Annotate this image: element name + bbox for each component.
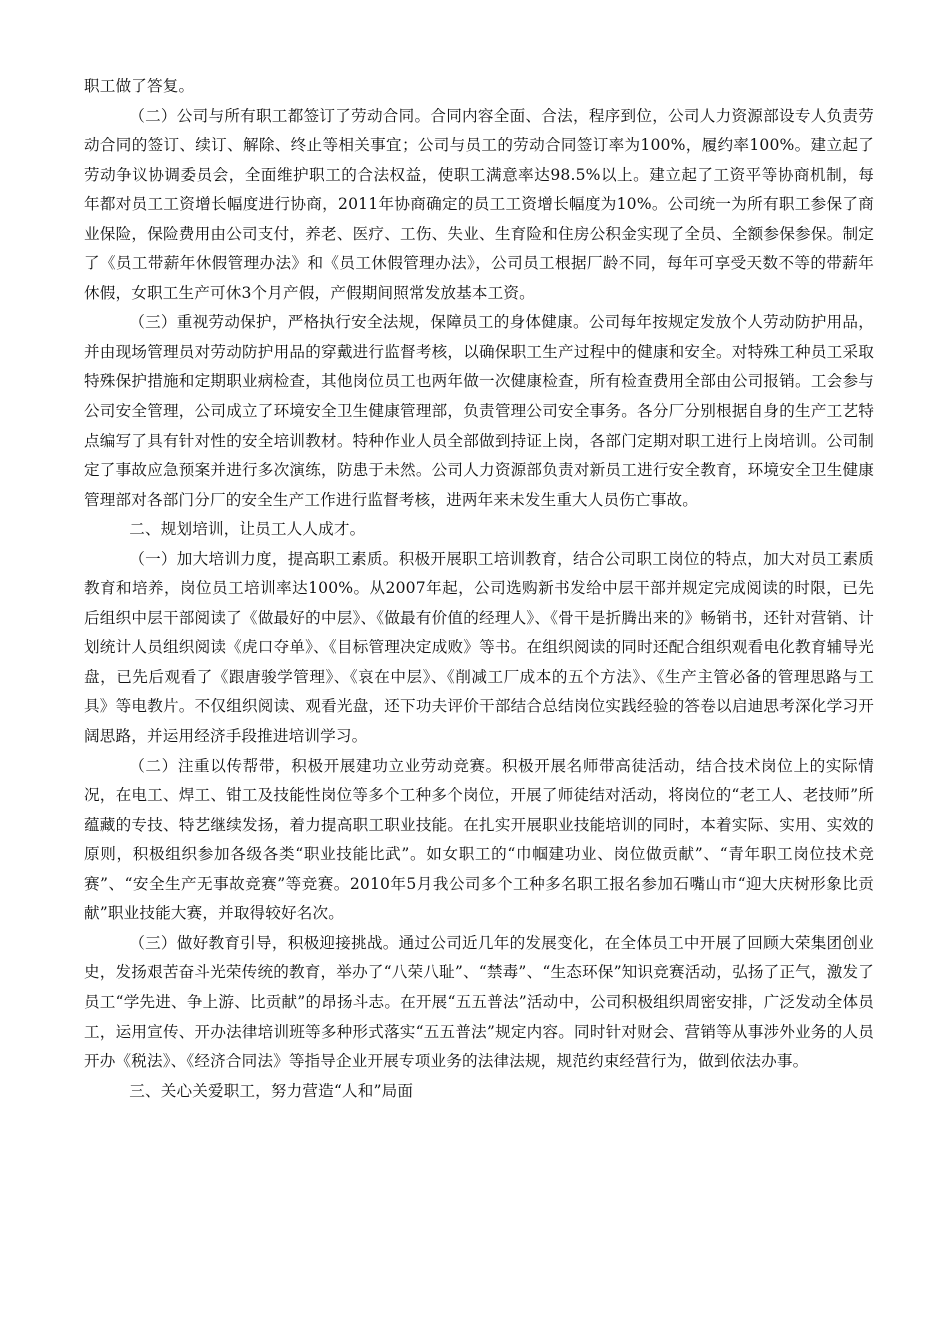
paragraph: （二）公司与所有职工都签订了劳动合同。合同内容全面、合法，程序到位，公司人力资源部设专人负责劳动合同的签订、续订、解除、终止等相关事宜；公司与员工的劳动合同签订率为100%，履约率100%。建立起了劳动争议协调委员会，全面维护职工的合法权益，使职工满意率达98.5%以上。建立起了工资平等协商机制，每年都对员工工资增长幅度进行协商，2011年协商确定的员工工资增长幅度为10%。公司统一为所有职工参保了商业保险，保险费用由公司支付，养老、医疗、工伤、失业、生育险和住房公积金实现了全员、全额参保参保。制定了《员工带薪年休假管理办法》和《员工休假管理办法》，公司员工根据厂龄不同，每年可享受天数不等的带薪年休假，女职工生产可休3个月产假，产假期间照常发放基本工资。 xyxy=(84,106,874,302)
paragraph: （三）做好教育引导，积极迎接挑战。通过公司近几年的发展变化，在全体员工中开展了回顾大荣集团创业史，发扬艰苦奋斗光荣传统的教育，举办了“八荣八耻”、“禁毒”、“生态环保”知识竞赛活动，弘扬了正气，激发了员工“学先进、争上游、比贡献”的昂扬斗志。在开展“五五普法”活动中，公司积极组织周密安排，广泛发动全体员工，运用宣传、开办法律培训班等多种形式落实“五五普法”规定内容。同时针对财会、营销等从事涉外业务的人员开办《税法》、《经济合同法》等指导企业开展专项业务的法律法规，规范约束经营行为，做到依法办事。 xyxy=(84,933,874,1071)
paragraph: 职工做了答复。 xyxy=(84,77,195,95)
paragraph: （二）注重以传帮带，积极开展建功立业劳动竞赛。积极开展名师带高徒活动，结合技术岗位上的实际情况，在电工、焊工、钳工及技能性岗位等多个工种多个岗位，开展了师徒结对活动，将岗位的“老工人、老技师”所蕴藏的专技、特艺继续发扬，着力提高职工职业技能。在扎实开展职业技能培训的同时，本着实际、实用、实效的原则，积极组织参加各级各类“职业技能比武”。如女职工的“巾帼建功业、岗位做贡献”、“青年职工岗位技术竞赛”、“安全生产无事故竞赛”等竞赛。2010年5月我公司多个工种多名职工报名参加石嘴山市“迎大庆树形象比贡献”职业技能大赛，并取得较好名次。 xyxy=(84,756,874,923)
paragraph: （一）加大培训力度，提高职工素质。积极开展职工培训教育，结合公司职工岗位的特点，加大对员工素质教育和培养，岗位员工培训率达100%。从2007年起，公司选购新书发给中层干部并规定完成阅读的时限，已先后组织中层干部阅读了《做最好的中层》、《做最有价值的经理人》、《骨干是折腾出来的》畅销书，还针对营销、计划统计人员组织阅读《虎口夺单》、《目标管理决定成败》等书。在组织阅读的同时还配合组织观看电化教育辅导光盘，已先后观看了《跟唐骏学管理》、《哀在中层》、《削减工厂成本的五个方法》、《生产主管必备的管理思路与工具》等电教片。不仅组织阅读、观看光盘，还下功夫评价干部结合总结岗位实践经验的答卷以启迪思考深化学习开阔思路，并运用经济手段推进培训学习。 xyxy=(84,549,874,746)
document-body xyxy=(84,72,874,1106)
section-heading: 三、关心关爱职工，努力营造“人和”局面 xyxy=(129,1081,414,1100)
section-heading: 二、规划培训，让员工人人成才。 xyxy=(129,520,366,539)
paragraph: （三）重视劳动保护，严格执行安全法规，保障员工的身体健康。公司每年按规定发放个人劳动防护用品，并由现场管理员对劳动防护用品的穿戴进行监督考核，以确保职工生产过程中的健康和安全。对特殊工种员工采取特殊保护措施和定期职业病检查，其他岗位员工也两年做一次健康检查，所有检查费用全部由公司报销。工会参与公司安全管理，公司成立了环境安全卫生健康管理部，负责管理公司安全事务。各分厂分别根据自身的生产工艺特点编写了具有针对性的安全培训教材。特种作业人员全部做到持证上岗，各部门定期对职工进行上岗培训。公司制定了事故应急预案并进行多次演练，防患于未然。公司人力资源部负责对新员工进行安全教育，环境安全卫生健康管理部对各部门分厂的安全生产工作进行监督考核，进两年来未发生重大人员伤亡事故。 xyxy=(84,313,874,509)
